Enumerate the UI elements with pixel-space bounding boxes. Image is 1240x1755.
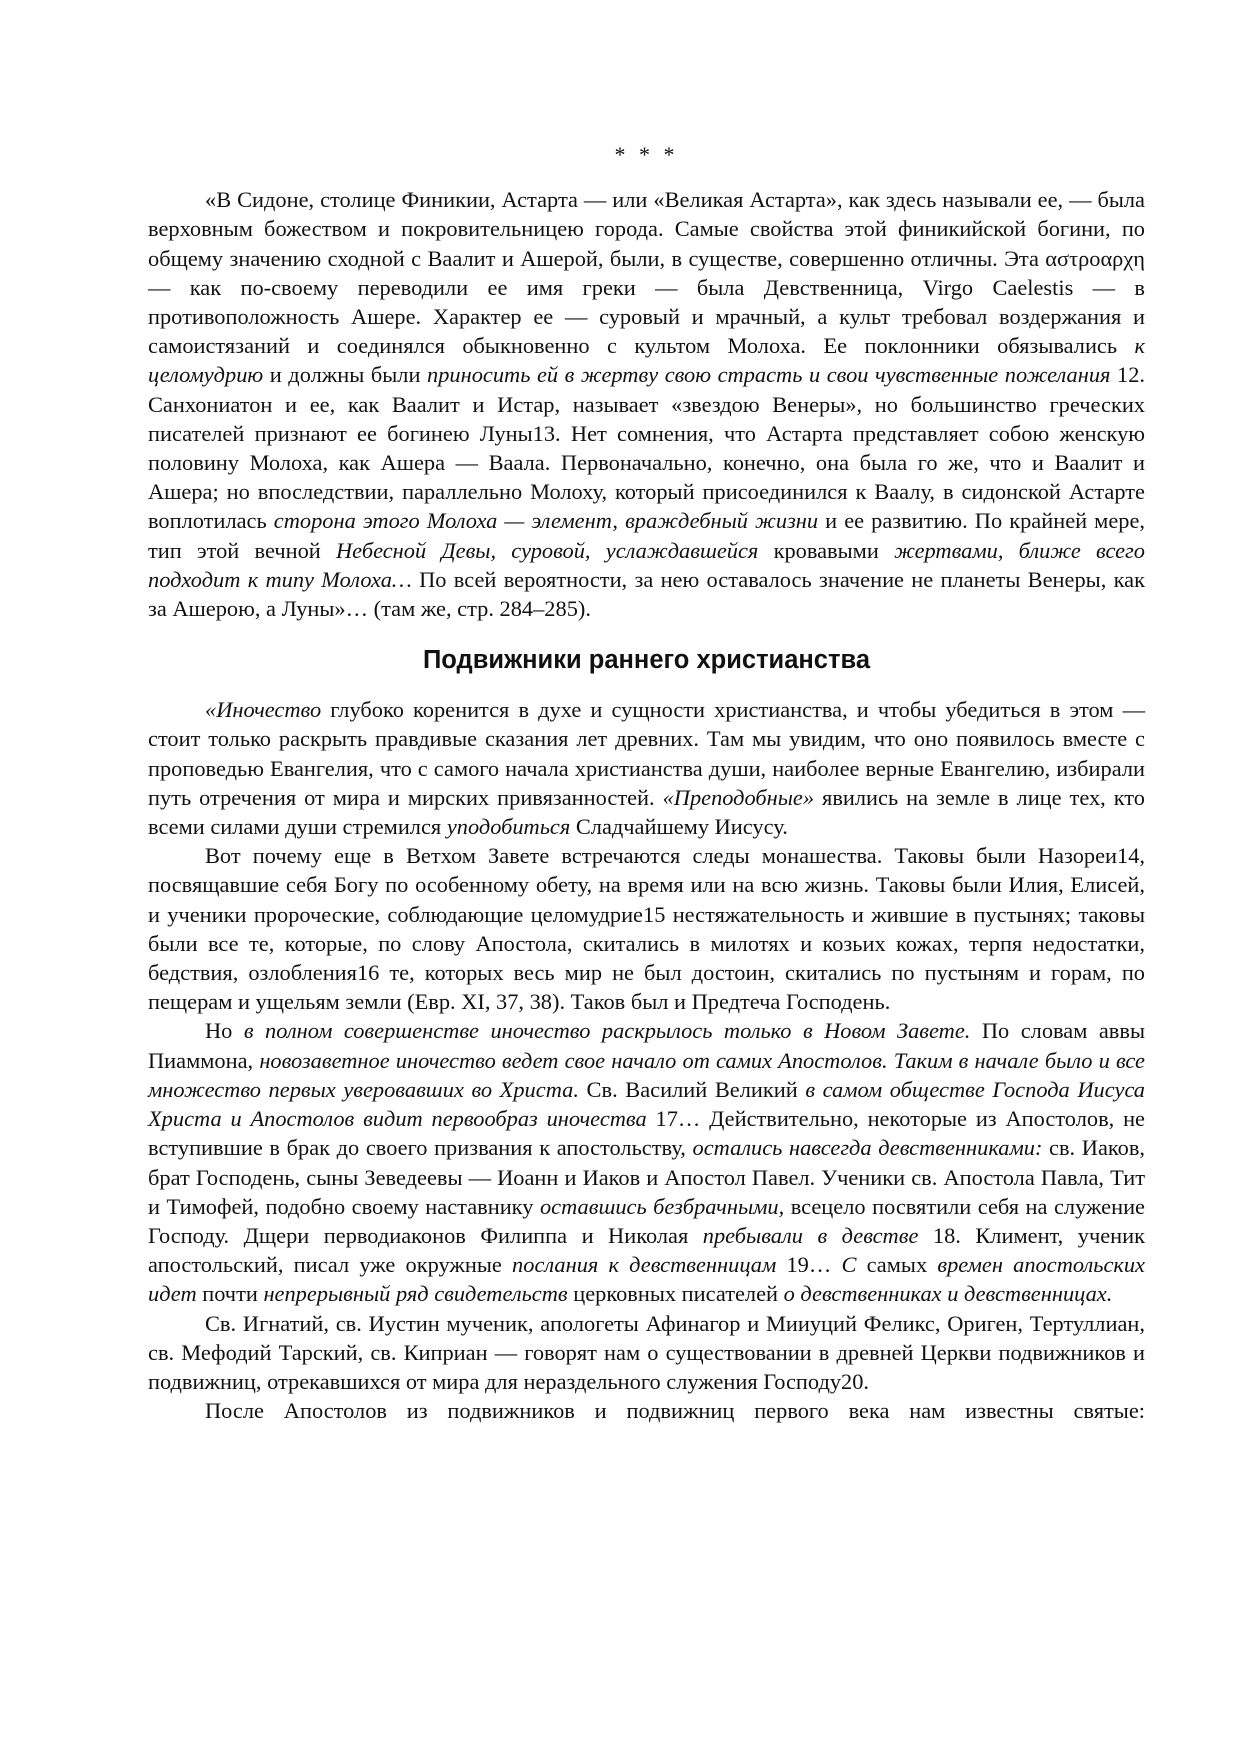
section-heading: Подвижники раннего христианства	[422, 646, 871, 675]
paragraph-monasticism: «Иночество глубоко коренится в духе и сущности христианства, и чтобы убедиться в этом — стоит только раскрыть правдивые сказания лет древних. Там мы увидим, что оно появилось вместе с проповедью Евангелия, что с самого начала христианства души, наиболее верные Евангелию, избирали путь отречения от мира и мирских привязанностей. «Преподобные» явились на земле в лице тех, кто всеми силами души стремился уподобиться Сладчайшему Иисусу.	[148, 697, 1145, 840]
page-content	[148, 140, 1145, 1425]
paragraph-astarte: «В Сидоне, столице Финикии, Астарта — или «Великая Астарта», как здесь называли ее, — была верховным божеством и покровительницею города. Самые свойства этой финикийской богини, по общему значению сходной с Ваалит и Ашерой, были, в существе, совершенно отличны. Эта αστροαρχη — как по-своему переводили ее имя греки — была Девственница, Virgo Caelestis — в противоположность Ашере. Характер ее — суровый и мрачный, а культ требовал воздержания и самоистязаний и соединялся обыкновенно с культом Молоха. Ее поклонники обязывались к целомудрию и должны были приносить ей в жертву свою страсть и свои чувственные пожелания 12. Санхониатон и ее, как Ваалит и Истар, называет «звездою Венеры», но большинство греческих писателей признают ее богинею Луны13. Нет сомнения, что Астарта представляет собою женскую половину Молоха, как Ашера — Ваала. Первоначально, конечно, она была го же, что и Ваалит и Ашера; но впоследствии, параллельно Молоху, который присоединился к Ваалу, в сидонской Астарте воплотилась сторона этого Молоха — элемент, враждебный жизни и ее развитию. По крайней мере, тип этой вечной Небесной Девы, суровой, услаждавшейся кровавыми жертвами, ближе всего подходит к типу Молоха… По всей вероятности, за нею оставалось значение не планеты Венеры, как за Ашерою, а Луны»… (там же, стр. 284–285).	[148, 187, 1146, 622]
paragraph-old-testament: Вот почему еще в Ветхом Завете встречаются следы монашества. Таковы были Назореи14, посвящавшие себя Богу по особенному обету, на время или на всю жизнь. Таковы были Илия, Елисей, и ученики пророческие, соблюдающие целомудрие15 нестяжательность и жившие в пустынях; таковы были все те, которые, по слову Апостола, скитались в милотях и козьих кожах, терпя недостатки, бедствия, озлобления16 те, которых весь мир не был достоин, скитались по пустыням и горам, по пещерам и ущельям земли (Евр. XI, 37, 38). Таков был и Предтеча Господень.	[148, 843, 1145, 1015]
paragraph-saints: После Апостолов из подвижников и подвижниц первого века нам известны святые:	[205, 1398, 1145, 1424]
section-separator: * * *	[614, 142, 679, 167]
paragraph-new-testament: Но в полном совершенстве иночество раскрылось только в Новом Завете. По словам аввы Пиаммона, новозаветное иночество ведет свое начало от самих Апостолов. Таким в начале было и все множество первых уверовавших во Христа. Св. Василий Великий в самом обществе Господа Иисуса Христа и Апостолов видит первообраз иночества 17… Действительно, некоторые из Апостолов, не вступившие в брак до своего призвания к апостольству, остались навсегда девственниками: св. Иаков, брат Господень, сыны Зеведеевы — Иоанн и Иаков и Апостол Павел. Ученики св. Апостола Павла, Тит и Тимофей, подобно своему наставнику оставшись безбрачными, всецело посвятили себя на служение Господу. Дщери перводиаконов Филиппа и Николая пребывали в девстве 18. Климент, ученик апостольский, писал уже окружные послания к девственницам 19… С самых времен апостольских идет почти непрерывный ряд свидетельств церковных писателей о девственниках и девственницах.	[148, 1018, 1145, 1307]
paragraph-church-fathers: Св. Игнатий, св. Иустин мученик, апологеты Афинагор и Мииуций Феликс, Ориген, Тертуллиан, св. Мефодий Тарский, св. Киприан — говорят нам о существовании в древней Церкви подвижников и подвижниц, отрекавшихся от мира для нераздельного служения Господу20.	[148, 1310, 1145, 1394]
